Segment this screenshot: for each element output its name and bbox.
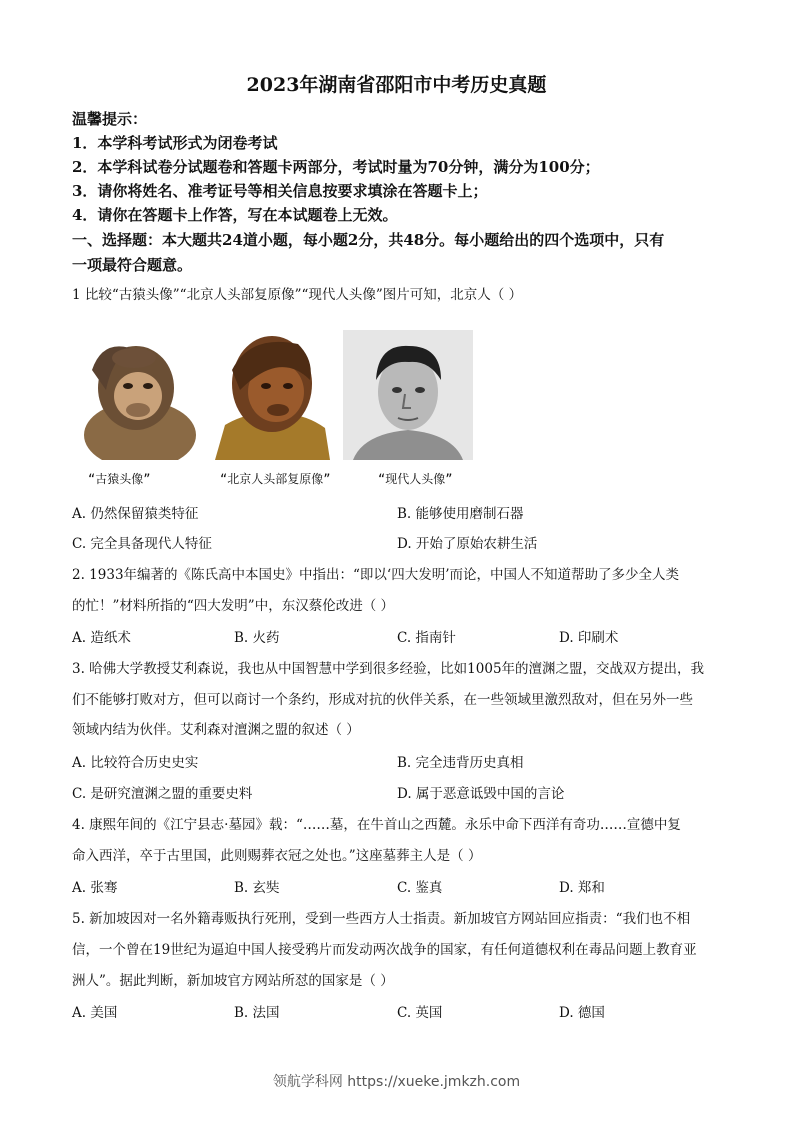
option-b: B. 火药 [234,630,280,646]
option-d: D. 印刷术 [559,630,619,646]
option-c: C. 英国 [397,1005,443,1021]
question-3-stem-cont: 领域内结为伙伴。艾利森对澶渊之盟的叙述（ ） [72,722,360,738]
option-a: A. 张骞 [72,880,118,896]
option-d: D. 郑和 [559,880,605,896]
page-title: 2023年湖南省邵阳市中考历史真题 [246,74,547,96]
option-b: B. 玄奘 [234,880,280,896]
ape-head-image [72,330,198,460]
tip-item: 4．请你在答题卡上作答，写在本试题卷上无效。 [72,206,398,224]
option-a: A. 比较符合历史史实 [72,755,199,771]
question-5-stem-cont: 洲人”。据此判断，新加坡官方网站所怼的国家是（ ） [72,973,394,989]
modern-human-portrait-image [343,330,473,460]
section-heading-cont: 一项最符合题意。 [72,256,193,274]
option-b: B. 完全违背历史真相 [397,755,524,771]
option-c: C. 鉴真 [397,880,443,896]
tips-heading: 温馨提示： [72,110,148,128]
footer-watermark: 领航学科网 https://xueke.jmkzh.com [272,1074,521,1090]
caption-peking-man: “北京人头部复原像” [220,472,331,486]
question-2-stem-cont: 的忙！”材料所指的“四大发明”中，东汉蔡伦改进（ ） [72,598,394,614]
tip-item: 2．本学科试卷分试题卷和答题卡两部分，考试时量为70分钟，满分为100分； [72,158,600,176]
option-d: D. 开始了原始农耕生活 [397,536,538,552]
option-a: A. 美国 [72,1005,118,1021]
question-4-stem: 4. 康熙年间的《江宁县志·墓园》载：“……墓，在牛首山之西麓。永乐中命下西洋有奇功……宣德中复 [72,817,681,833]
peking-man-bust-image [210,330,332,460]
section-heading: 一、选择题：本大题共24道小题，每小题2分，共48分。每小题给出的四个选项中，只有 [72,231,665,249]
tip-item: 3．请你将姓名、准考证号等相关信息按要求填涂在答题卡上； [72,182,488,200]
question-2-stem: 2. 1933年编著的《陈氏高中本国史》中指出：“即以‘四大发明’而论，中国人不知道帮助了多少全人类 [72,567,680,583]
option-b: B. 能够使用磨制石器 [397,506,524,522]
option-d: D. 属于恶意诋毁中国的言论 [397,786,565,802]
question-4-stem-cont: 命入西洋，卒于古里国，此则赐葬衣冠之处也。”这座墓葬主人是（ ） [72,848,482,864]
question-5-stem-cont: 信，一个曾在19世纪为逼迫中国人接受鸦片而发动两次战争的国家，有任何道德权利在毒品问题上教育亚 [72,942,697,958]
question-3-stem-cont: 们不能够打败对方，但可以商讨一个条约，形成对抗的伙伴关系，在一些领域里激烈敌对，但在另外一些 [72,692,693,708]
question-1-stem: 1 比较“古猿头像”“北京人头部复原像”“现代人头像”图片可知，北京人（ ） [72,287,523,303]
option-c: C. 指南针 [397,630,456,646]
option-a: A. 仍然保留猿类特征 [72,506,199,522]
option-c: C. 是研究澶渊之盟的重要史料 [72,786,253,802]
caption-modern-human: “现代人头像” [378,472,453,486]
question-3-stem: 3. 哈佛大学教授艾利森说，我也从中国智慧中学到很多经验，比如1005年的澶渊之盟，交战双方提出，我 [72,661,705,677]
tip-item: 1．本学科考试形式为闭卷考试 [72,134,278,152]
option-b: B. 法国 [234,1005,280,1021]
option-a: A. 造纸术 [72,630,131,646]
option-c: C. 完全具备现代人特征 [72,536,212,552]
option-d: D. 德国 [559,1005,605,1021]
caption-ape-head: “古猿头像” [88,472,151,486]
question-5-stem: 5. 新加坡因对一名外籍毒贩执行死刑，受到一些西方人士指责。新加坡官方网站回应指责：“我们也不相 [72,911,691,927]
